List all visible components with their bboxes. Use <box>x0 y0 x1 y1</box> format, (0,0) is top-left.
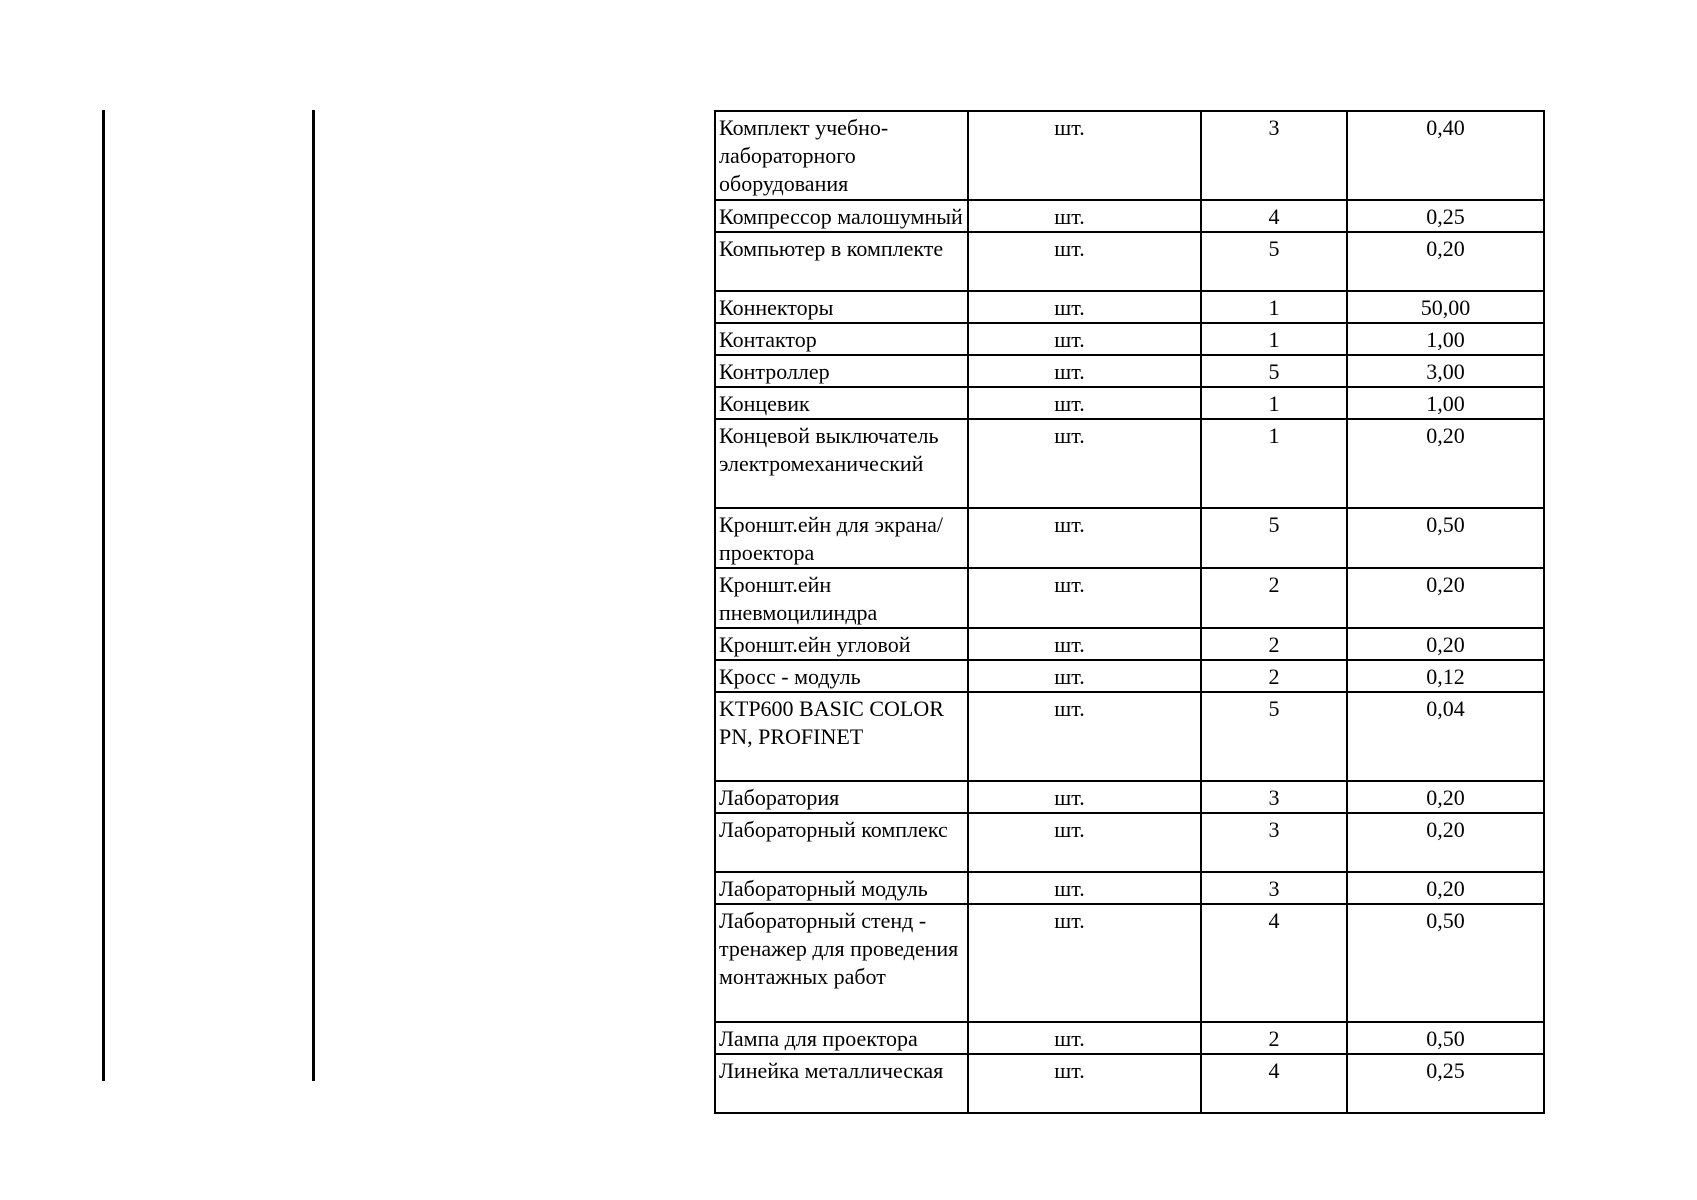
unit-cell: шт. <box>968 323 1201 355</box>
norm-cell: 0,20 <box>1347 872 1544 904</box>
table-row <box>715 355 1544 387</box>
table-row <box>715 419 1544 508</box>
norm-cell: 1,00 <box>1347 387 1544 419</box>
second-column-border <box>312 110 315 1081</box>
item-name-cell: Лабораторный стенд - тренажер для проведения монтажных работ <box>715 904 968 1022</box>
item-name-cell: Коннекторы <box>715 291 968 323</box>
unit-cell: шт. <box>968 291 1201 323</box>
unit-cell: шт. <box>968 904 1201 1022</box>
item-name-cell: Комплект учебно-лабораторного оборудования <box>715 111 968 200</box>
unit-cell: шт. <box>968 419 1201 508</box>
unit-cell: шт. <box>968 111 1201 200</box>
unit-cell: шт. <box>968 387 1201 419</box>
unit-cell: шт. <box>968 568 1201 628</box>
quantity-cell: 4 <box>1201 904 1347 1022</box>
table-row <box>715 781 1544 813</box>
norm-cell: 0,25 <box>1347 1054 1544 1113</box>
item-name-cell: Кроншт.ейн для экрана/ проектора <box>715 508 968 568</box>
unit-cell: шт. <box>968 1054 1201 1113</box>
quantity-cell: 2 <box>1201 1022 1347 1054</box>
unit-cell: шт. <box>968 628 1201 660</box>
quantity-cell: 1 <box>1201 419 1347 508</box>
table-row <box>715 628 1544 660</box>
table-row <box>715 568 1544 628</box>
item-name-cell: Кроншт.ейн угловой <box>715 628 968 660</box>
unit-cell: шт. <box>968 781 1201 813</box>
table-row <box>715 904 1544 1022</box>
quantity-cell: 5 <box>1201 692 1347 781</box>
norm-cell: 0,20 <box>1347 232 1544 291</box>
table-row <box>715 323 1544 355</box>
norm-cell: 0,20 <box>1347 781 1544 813</box>
item-name-cell: Концевой выключатель электромеханический <box>715 419 968 508</box>
table-row <box>715 387 1544 419</box>
table-row <box>715 813 1544 872</box>
item-name-cell: Лаборатория <box>715 781 968 813</box>
unit-cell: шт. <box>968 232 1201 291</box>
item-name-cell: Линейка металлическая <box>715 1054 968 1113</box>
quantity-cell: 3 <box>1201 872 1347 904</box>
quantity-cell: 3 <box>1201 111 1347 200</box>
quantity-cell: 5 <box>1201 508 1347 568</box>
norm-cell: 1,00 <box>1347 323 1544 355</box>
item-name-cell: Концевик <box>715 387 968 419</box>
quantity-cell: 1 <box>1201 387 1347 419</box>
item-name-cell: KTP600 BASIC COLOR PN, PROFINET <box>715 692 968 781</box>
item-name-cell: Компрессор малошумный <box>715 200 968 232</box>
quantity-cell: 4 <box>1201 1054 1347 1113</box>
table-row <box>715 872 1544 904</box>
unit-cell: шт. <box>968 813 1201 872</box>
table-row <box>715 1054 1544 1113</box>
item-name-cell: Лабораторный модуль <box>715 872 968 904</box>
norm-cell: 0,50 <box>1347 1022 1544 1054</box>
norm-cell: 0,50 <box>1347 904 1544 1022</box>
unit-cell: шт. <box>968 355 1201 387</box>
left-column-border <box>102 110 105 1081</box>
table-row <box>715 291 1544 323</box>
item-name-cell: Компьютер в комплекте <box>715 232 968 291</box>
table-row <box>715 232 1544 291</box>
item-name-cell: Лампа для проектора <box>715 1022 968 1054</box>
table-row <box>715 660 1544 692</box>
norm-cell: 0,20 <box>1347 419 1544 508</box>
norm-cell: 0,20 <box>1347 568 1544 628</box>
quantity-cell: 2 <box>1201 628 1347 660</box>
unit-cell: шт. <box>968 660 1201 692</box>
item-name-cell: Лабораторный комплекс <box>715 813 968 872</box>
quantity-cell: 5 <box>1201 232 1347 291</box>
quantity-cell: 2 <box>1201 568 1347 628</box>
norm-cell: 3,00 <box>1347 355 1544 387</box>
table-row <box>715 692 1544 781</box>
quantity-cell: 3 <box>1201 781 1347 813</box>
item-name-cell: Кросс - модуль <box>715 660 968 692</box>
norm-cell: 0,12 <box>1347 660 1544 692</box>
unit-cell: шт. <box>968 692 1201 781</box>
item-name-cell: Кроншт.ейн пневмоцилиндра <box>715 568 968 628</box>
norm-cell: 0,20 <box>1347 813 1544 872</box>
norm-cell: 0,04 <box>1347 692 1544 781</box>
item-name-cell: Контактор <box>715 323 968 355</box>
unit-cell: шт. <box>968 1022 1201 1054</box>
unit-cell: шт. <box>968 508 1201 568</box>
table-row <box>715 1022 1544 1054</box>
norm-cell: 0,50 <box>1347 508 1544 568</box>
equipment-table <box>714 110 1545 1114</box>
quantity-cell: 1 <box>1201 323 1347 355</box>
item-name-cell: Контроллер <box>715 355 968 387</box>
table-row <box>715 111 1544 200</box>
norm-cell: 0,20 <box>1347 628 1544 660</box>
norm-cell: 0,40 <box>1347 111 1544 200</box>
unit-cell: шт. <box>968 872 1201 904</box>
quantity-cell: 3 <box>1201 813 1347 872</box>
norm-cell: 50,00 <box>1347 291 1544 323</box>
quantity-cell: 4 <box>1201 200 1347 232</box>
norm-cell: 0,25 <box>1347 200 1544 232</box>
quantity-cell: 1 <box>1201 291 1347 323</box>
quantity-cell: 2 <box>1201 660 1347 692</box>
table-row <box>715 508 1544 568</box>
unit-cell: шт. <box>968 200 1201 232</box>
table-row <box>715 200 1544 232</box>
quantity-cell: 5 <box>1201 355 1347 387</box>
